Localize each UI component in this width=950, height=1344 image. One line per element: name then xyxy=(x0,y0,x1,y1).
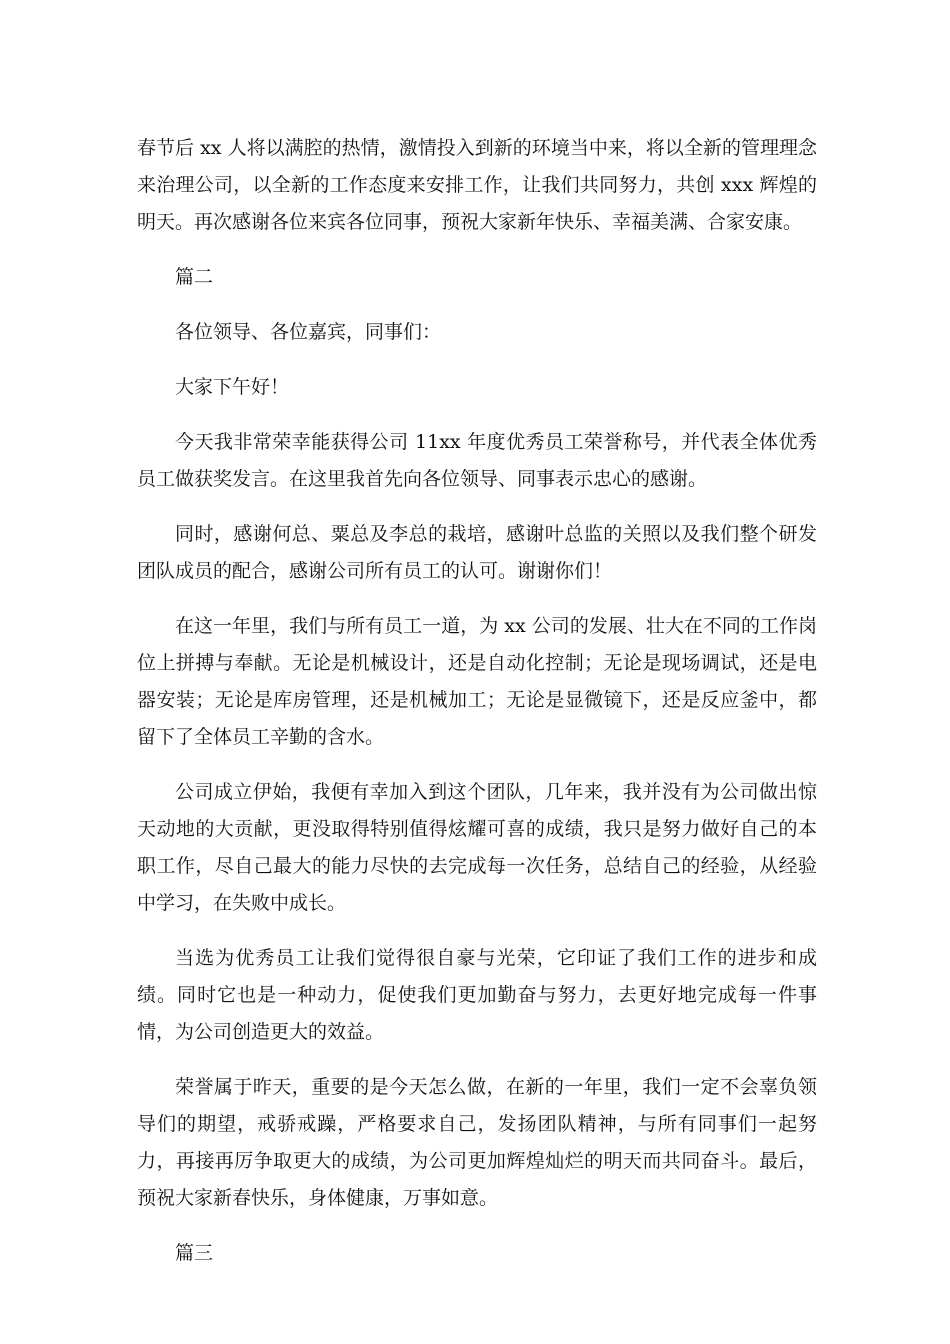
section-heading-part-three: 篇三 xyxy=(175,1242,214,1264)
paragraph-award-statement: 今天我非常荣幸能获得公司 11xx 年度优秀员工荣誉称号，并代表全体优秀员工做获奖发言。在这里我首先向各位领导、同事表示忠心的感谢。 xyxy=(137,431,817,490)
paragraph-greeting: 大家下午好！ xyxy=(175,376,290,398)
paragraph-honor-meaning: 当选为优秀员工让我们觉得很自豪与光荣，它印证了我们工作的进步和成绩。同时它也是一种动力，促使我们更加勤奋与努力，去更好地完成每一件事情，为公司创造更大的效益。 xyxy=(137,947,817,1043)
document-body xyxy=(137,130,817,1272)
section-heading-part-two: 篇二 xyxy=(175,266,214,288)
paragraph-closing-wishes: 荣誉属于昨天，重要的是今天怎么做，在新的一年里，我们一定不会辜负领导们的期望，戒骄戒躁，严格要求自己，发扬团队精神，与所有同事们一起努力，再接再厉争取更大的成绩，为公司更加辉煌灿烂的明天而共同奋斗。最后，预祝大家新春快乐，身体健康，万事如意。 xyxy=(137,1076,817,1209)
paragraph-salutation: 各位领导、各位嘉宾，同事们： xyxy=(175,321,442,343)
paragraph-thanks: 同时，感谢何总、粟总及李总的栽培，感谢叶总监的关照以及我们整个研发团队成员的配合，感谢公司所有员工的认可。谢谢你们！ xyxy=(137,523,817,582)
paragraph-journey: 公司成立伊始，我便有幸加入到这个团队，几年来，我并没有为公司做出惊天动地的大贡献，更没取得特别值得炫耀可喜的成绩，我只是努力做好自己的本职工作，尽自己最大的能力尽快的去完成每一次任务，总结自己的经验，从经验中学习，在失败中成长。 xyxy=(137,781,817,914)
paragraph-intro-continuation: 春节后 xx 人将以满腔的热情，激情投入到新的环境当中来，将以全新的管理理念来治理公司，以全新的工作态度来安排工作，让我们共同努力，共创 xxx 辉煌的明天。再次感谢各位来宾各位同事，预祝大家新年快乐、幸福美满、合家安康。 xyxy=(137,137,817,233)
paragraph-teamwork: 在这一年里，我们与所有员工一道，为 xx 公司的发展、壮大在不同的工作岗位上拼搏与奉献。无论是机械设计，还是自动化控制；无论是现场调试，还是电器安装；无论是库房管理，还是机械加工；无论是显微镜下，还是反应釜中，都留下了全体员工辛勤的含水。 xyxy=(137,615,817,748)
